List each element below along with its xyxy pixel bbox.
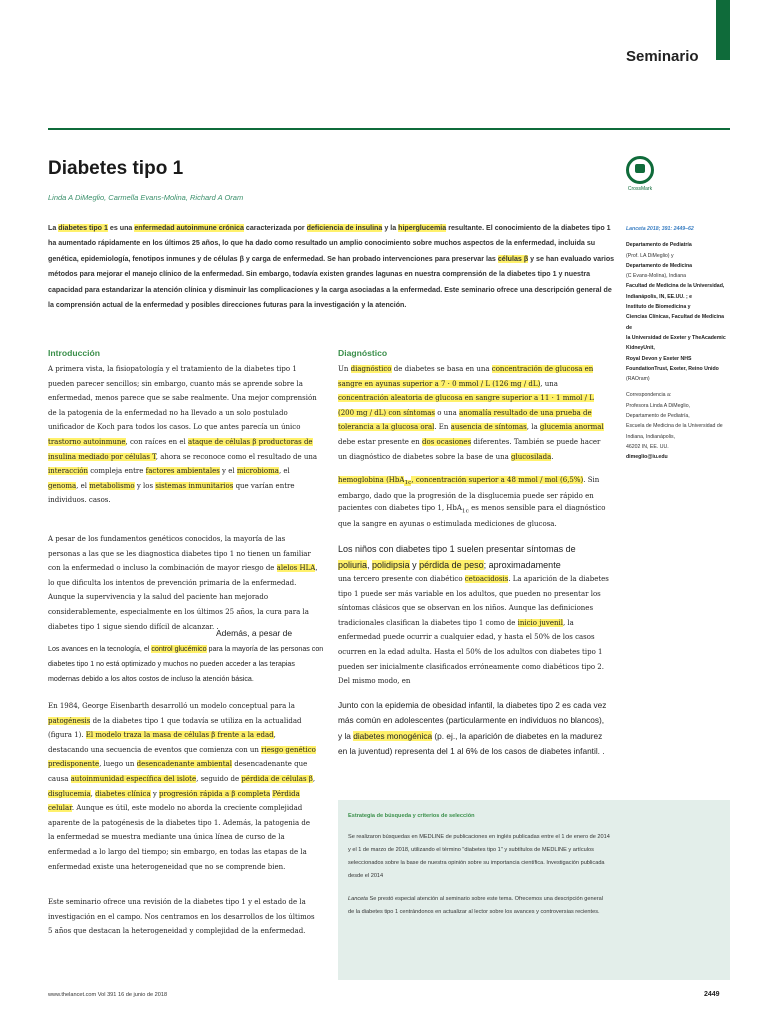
abstract: La diabetes tipo 1 es una enfermedad autoinmune crónica caracterizada por deficiencia de insulina y la hiperglucemia resultante. El conocimiento de la diabetes tipo 1 ha aumentado rápidamente en los últimos 25 años, lo que ha dado como resultado un amplio conocimiento sobre muchos aspectos de la enfermedad, incluida su genética, epidemiología, fenotipos inmunes y de células β y carga de enfermedad. Se han probado intervenciones para preservar las células β y se han evaluado varios métodos para mejorar el manejo clínico de la enfermedad. Sin embargo, todavía existen grandes lagunas en nuestra comprensión de la diabetes tipo 1 y nuestra capacidad para estandarizar la atención clínica y disminuir las complicaciones y la carga asociadas a la enfermedad. Este seminario ofrece una descripción general de la comprensión actual de la enfermedad y posibles direcciones futuras para la investigación y la atención. xyxy=(48,224,615,310)
diagnosis-paragraph-1: Un diagnóstico de diabetes se basa en una concentración de glucosa en sangre en ayunas superior a 7 · 0 mmol / L (126 mg / dL), una concentración aleatoria de glucosa en sangre superior a 11 · 1 mmol / L (200 mg / dL) con síntomas o una anomalía resultado de una prueba de tolerancia a la glucosa oral. En ausencia de síntomas, la glucemia anormal debe estar presente en dos ocasiones diferentes. También se puede hacer un diagnóstico de diabetes sobre la base de una glucosilada. xyxy=(338,365,604,461)
intro-paragraph-2-tail: Además, a pesar de xyxy=(216,628,293,638)
intro-heading: Introducción xyxy=(48,348,101,358)
intro-paragraph-3: Los avances en la tecnología, el control glucémico para la mayoría de las personas con diabetes tipo 1 no está optimizado y muchos no pueden acceder a las terapias modernas debido a los altos costos de incluso la atención básica. xyxy=(48,645,324,683)
crossmark-label: CrossMark xyxy=(627,186,653,192)
panel-title: Estrategia de búsqueda y criterios de selección xyxy=(348,813,475,819)
panel-paragraph-2: Lanceta Se prestó especial atención al seminario sobre este tema. Ofrecemos una descripción general de la diabetes tipo 1 centrándonos en actualizar al lector sobre los avances y controversias recientes. xyxy=(348,896,603,915)
page-number: 2449 xyxy=(704,991,720,998)
citation[interactable]: Lanceta 2018; 391: 2449–62 xyxy=(626,226,694,232)
brand-bar xyxy=(716,0,730,60)
diagnosis-paragraph-2: hemoglobina (HbA$_{1c}$, concentración superior a 48 mmol / mol (6,5%). Sin embargo, dado que la progresión de la disglucemia puede ser rápido en pacientes con diabetes tipo 1, HbA$_{1c}$ es menos sensible para el diagnóstico que la sangre en ayunas o estimulada mediciones de glucosa. xyxy=(338,476,606,529)
footer-journal[interactable]: www.thelancet.com Vol 391 16 de junio de 2018 xyxy=(48,992,168,998)
author-list[interactable]: Linda A DiMeglio, Carmella Evans-Molina, Richard A Oram xyxy=(48,193,244,202)
panel-paragraph-1: Se realizaron búsquedas en MEDLINE de publicaciones en inglés publicadas entre el 1 de enero de 2014 y el 1 de marzo de 2018, utilizando el término "diabetes tipo 1" y subtítulos de MEDLINE y artículos seleccionados sobre la base de nuestra opinión sobre su importancia científica. Investigación publicada desde el 2014 xyxy=(348,834,610,879)
crossmark-icon xyxy=(626,156,654,184)
diagnosis-paragraph-4: una tercero presente con diabético cetoacidosis. La aparición de la diabetes tipo 1 puede ser más variable en los adultos, que pueden no presentar los síntomas clásicos que se observan en los niños. Aunque las definiciones tradicionales clasifican la diabetes tipo 1 como de inicio juvenil, la enfermedad puede ocurrir a cualquier edad, y hasta el 50% de los casos ocurren en la edad adulta. Hasta el 50% de los adultos con diabetes tipo 1 pueden ser inicialmente clasificados erróneamente como diabéticos tipo 2. Del mismo modo, en xyxy=(338,575,609,686)
intro-paragraph-2: A pesar de los fundamentos genéticos conocidos, la mayoría de las personas a las que se les diagnostica diabetes tipo 1 no tienen un familiar con la enfermedad o incluso la combinación de mayor riesgo de alelos HLA, lo que dificulta los intentos de prevención primaria de la enfermedad. Aunque la supervivencia y la salud del paciente han mejorado considerablemente, especialmente en los últimos 25 años, la cura para la diabetes tipo 1 sigue siendo difícil de alcanzar. . xyxy=(48,535,318,631)
intro-paragraph-1: A primera vista, la fisiopatología y el tratamiento de la diabetes tipo 1 pueden parecer sencillos; sin embargo, cuanto más se aprende sobre la enfermedad, menos parece que se sabe realmente. Una mejor comprensión de la patogenia de la enfermedad no ha llevado a un solo postulado unificador de Koch para todos los casos. Lo que antes parecía un único trastorno autoinmune, con raíces en el ataque de células β productoras de insulina mediado por células T, ahora se reconoce como el resultado de una interacción compleja entre factores ambientales y el microbioma, el genoma, el metabolismo y los sistemas inmunitarios que varían entre individuos. casos. xyxy=(48,365,318,505)
article-sidebar: Lanceta 2018; 391: 2449–62 Departamento de Pediatría (Prof. LA DiMeglio) y Departamento de Medicina (C Evans-Molina), Indiana Facultad de Medicina de la Universidad, Indianápolis, IN, EE.UU. ; e Instituto de Biomedicina y Ciencias Clínicas, Facultad de Medicina de la Universidad de Exeter y TheAcademic KidneyUnit, Royal Devon y Exeter NHS FoundationTrust, Exeter, Reino Unido (RAOram) Correspondencia a: Profesora Linda A DiMeglio, Departamento de Pediatría, Escuela de Medicina de la Universidad de Indiana, Indianápolis, 46202 IN, EE. UU. dimeglio@iu.edu xyxy=(626,224,730,463)
intro-paragraph-5: Este seminario ofrece una revisión de la diabetes tipo 1 y el estado de la investigación en el campo. Nos centramos en los desarrollos de los últimos 5 años que destacan la heterogeneidad y complejidad de la enfermedad. xyxy=(48,898,315,936)
diagnosis-heading: Diagnóstico xyxy=(338,348,388,358)
correspondence-email[interactable]: dimeglio@iu.edu xyxy=(626,454,668,461)
diagnosis-paragraph-5: Junto con la epidemia de obesidad infantil, la diabetes tipo 2 es cada vez más común en adolescentes (particularmente en individuos no blancos), y la diabetes monogénica (p. ej., la aparición de diabetes en la madurez en la juventud) representa del 1 al 6% de los casos de diabetes infantil. . xyxy=(338,700,607,757)
top-rule xyxy=(48,128,730,130)
intro-paragraph-4: En 1984, George Eisenbarth desarrolló un modelo conceptual para la patogénesis de la diabetes tipo 1 que todavía se utiliza en la actualidad (figura 1). El modelo traza la masa de células β frente a la edad, destacando una secuencia de eventos que comienza con un riesgo genético predisponente, luego un desencadenante ambiental desencadenante que causa autoinmunidad específica del islote, seguido de pérdida de células β, disglucemia, diabetes clínica y progresión rápida a β completa Pérdida celular. Aunque es útil, este modelo no aborda la creciente complejidad aparente de la patogénesis de la diabetes tipo 1. Además, la patogenia de la enfermedad se muestra mediante una única línea de curso de la enfermedad a lo largo del tiempo; sin embargo, en todas las etapas de la enfermedad existe una heterogeneidad que no se comprende bien. xyxy=(48,702,316,871)
diagnosis-paragraph-3: Los niños con diabetes tipo 1 suelen presentar síntomas de poliuria, polidipsia y pérdida de peso; aproximadamente xyxy=(338,544,576,570)
crossmark-badge[interactable] xyxy=(625,156,655,192)
section-label: Seminario xyxy=(626,48,699,65)
article-title: Diabetes tipo 1 xyxy=(48,158,184,179)
search-strategy-panel xyxy=(338,800,730,980)
